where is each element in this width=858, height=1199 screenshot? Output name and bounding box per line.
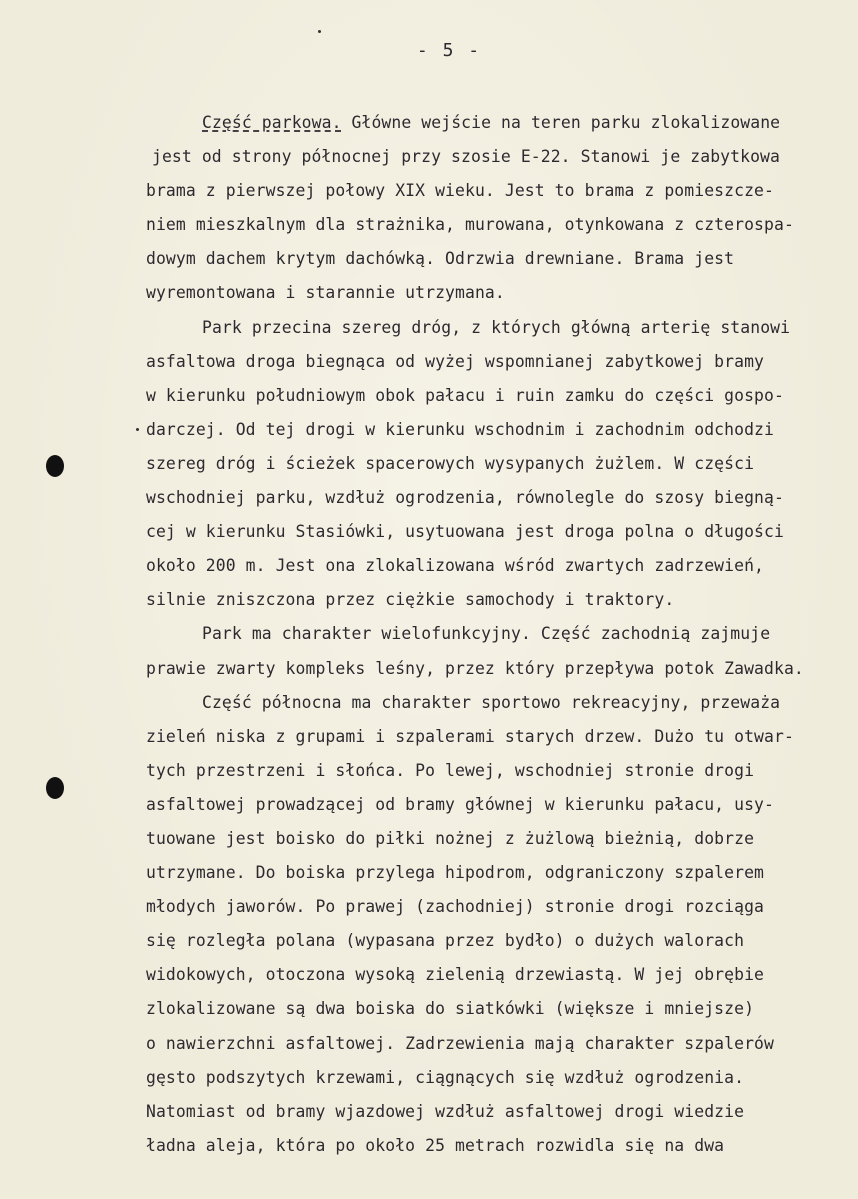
text-line: prawie zwarty kompleks leśny, przez który przepływa potok Zawadka. [146,658,804,678]
text-line: Natomiast od bramy wjazdowej wzdłuż asfaltowej drogi wiedzie [146,1101,745,1121]
text-line: Park przecina szereg dróg, z których główną arterię stanowi [202,317,791,337]
text-line-content: Główne wejście na teren parku zlokalizowane [351,113,781,132]
text-line: zlokalizowane są dwa boiska do siatkówki (większe i mniejsze) [146,999,755,1019]
text-line: asfaltowa droga biegnąca od wyżej wspomnianej zabytkowej bramy [146,351,765,371]
body-text [146,108,846,1165]
text-line: tuowane jest boisko do piłki nożnej z żużlową bieżnią, dobrze [146,828,755,848]
text-line: tych przestrzeni i słońca. Po lewej, wschodniej stronie drogi [146,760,755,780]
text-line: asfaltowej prowadzącej od bramy głównej w kierunku pałacu, usy- [146,794,774,814]
text-line: o nawierzchni asfaltowej. Zadrzewienia mają charakter szpalerów [146,1033,774,1053]
text-line: dowym dachem krytym dachówką. Odrzwia drewniane. Brama jest [146,249,735,269]
text-line: się rozległa polana (wypasana przez bydło) o dużych walorach [146,931,745,951]
text-line: niem mieszkalnym dla strażnika, murowana, otynkowana z czterospa- [146,215,794,235]
text-line: zieleń niska z grupami i szpalerami starych drzew. Dużo tu otwar- [146,726,794,746]
text-line: jest od strony północnej przy szosie E-22. Stanowi je zabytkowa [152,147,780,167]
section-heading: Część parkowa. [202,113,342,132]
text-line: ładna aleja, która po około 25 metrach rozwidla się na dwa [146,1135,725,1155]
text-line: darczej. Od tej drogi w kierunku wschodnim i zachodnim odchodzi [146,419,774,439]
ink-speck [136,428,139,431]
text-line: gęsto podszytych krzewami, ciągnących się wzdłuż ogrodzenia. [146,1067,745,1087]
text-line [146,108,846,142]
page-number: - 5 - [416,40,482,61]
ink-speck [318,30,321,33]
text-line: szereg dróg i ścieżek spacerowych wysypanych żużlem. W części [146,453,755,473]
punch-hole [46,455,64,477]
text-line: Park ma charakter wielofunkcyjny. Część zachodnią zajmuje [202,624,771,644]
text-line: cej w kierunku Stasiówki, usytuowana jest droga polna o długości [146,522,784,542]
text-line: około 200 m. Jest ona zlokalizowana wśród zwartych zadrzewień, [146,556,765,576]
text-line: widokowych, otoczona wysoką zielenią drzewiastą. W jej obrębie [146,965,765,985]
text-line: Część północna ma charakter sportowo rekreacyjny, przeważa [202,692,781,712]
text-line: wyremontowana i starannie utrzymana. [146,283,505,303]
punch-hole [46,777,64,799]
text-line: brama z pierwszej połowy XIX wieku. Jest to brama z pomieszcze- [146,181,774,201]
text-line: silnie zniszczona przez ciężkie samochody i traktory. [146,590,675,610]
text-line: młodych jaworów. Po prawej (zachodniej) stronie drogi rozciąga [146,897,765,917]
text-line: wschodniej parku, wzdłuż ogrodzenia, równolegle do szosy biegną- [146,488,784,508]
text-line: utrzymane. Do boiska przylega hipodrom, odgraniczony szpalerem [146,863,765,883]
text-line: w kierunku południowym obok pałacu i ruin zamku do części gospo- [146,385,784,405]
